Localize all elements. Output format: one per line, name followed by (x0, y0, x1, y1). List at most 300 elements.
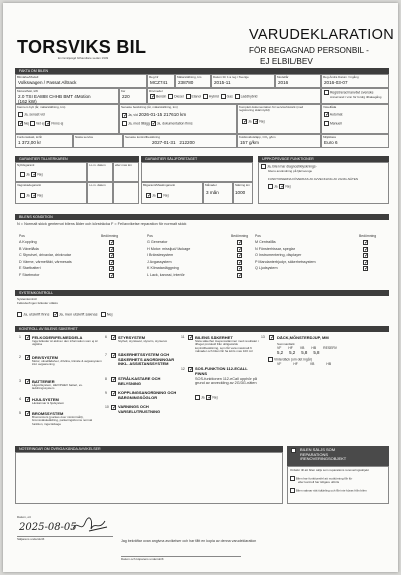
kontroll-item-12 (181, 367, 261, 393)
automat-checkbox[interactable] (324, 112, 329, 117)
system-sub: Felkoder/ingen felkoder utlästs (17, 301, 58, 305)
tyre-header: HF (288, 346, 293, 351)
registered-checkbox[interactable] (324, 90, 329, 95)
tyre-value: 5,2 (289, 350, 296, 356)
kontroll-num: 12 (181, 367, 185, 371)
kontroll-checkbox-8[interactable] (111, 377, 116, 382)
uppkop-text-1: Ja, bilen har diagnostiklysknings- (266, 164, 317, 169)
skick-col-1 (19, 240, 129, 279)
skick-pos-header-1: Pos (19, 234, 25, 238)
tyre-value: 5,8 (301, 350, 308, 356)
datum-value: 2025-08-05 (19, 522, 77, 533)
skick-item-h: H Motor: missljud/ läckage (147, 246, 191, 251)
skick-check-m[interactable] (363, 240, 368, 245)
skick-check-q[interactable] (363, 266, 368, 271)
fuel-diesel-label: Diesel (174, 94, 184, 99)
dokument-nej-checkbox[interactable] (253, 119, 258, 124)
funk-ja-checkbox[interactable] (268, 184, 273, 189)
reparation-checkbox[interactable] (291, 448, 296, 453)
skick-bed-header-1: Bedömning (101, 234, 119, 238)
besiktning-ja-checkbox[interactable] (122, 113, 127, 118)
utslapp-cell (237, 134, 321, 148)
kontroll-item-10 (105, 405, 185, 419)
vinter-header: HF (293, 362, 298, 367)
skick-item-d: D Värme, värmefläkt, värmesats (19, 259, 72, 264)
servicebok-ja-label: Ja, med tillägg (127, 121, 150, 126)
nybil-tom-label: t.o.m. datum (89, 163, 106, 167)
kontroll-checkbox-12[interactable] (188, 367, 193, 372)
tyre-values (277, 350, 389, 355)
funk-ja-label: Ja (273, 184, 278, 189)
skick-bed-header-3: Bedömning (359, 234, 377, 238)
ats-label: Reg.Ändra Datum / Ingång (323, 75, 359, 79)
system-utskrift-checkbox[interactable] (17, 312, 22, 317)
skick-check-d[interactable] (109, 260, 114, 265)
tyre-header: RESERV (323, 346, 338, 351)
skick-pos-header-2: Pos (147, 234, 153, 238)
vagn-tom-cell (87, 182, 113, 204)
kontroll-desc-3: Lågvoltsystem, HEV/PHEV batteri, ev. laddningssystem (32, 383, 83, 391)
kontroll-desc-1: Inga felkoder är aktiva i den information som ej är utgåtna (32, 339, 98, 347)
service-cell (73, 134, 123, 148)
vinter-label: Vinterdäck (om det ingår) (273, 357, 312, 362)
kamrem-finnsej-label: Finns ej (51, 121, 64, 126)
fuel-etanol-label: Etanol (191, 94, 202, 99)
system-opt1-label: Ja, utskrift finns (23, 312, 50, 317)
system-label: Systemkontroll (17, 297, 37, 301)
kontroll-item-5 (19, 411, 105, 441)
kontroll-checkbox-4[interactable] (25, 397, 30, 402)
kontroll-checkbox-3[interactable] (25, 379, 30, 384)
kamrem-ja-checkbox[interactable] (18, 112, 23, 117)
skick-item-o: O Instrumentering, displayer (255, 253, 302, 257)
manuell-label: Manuell (329, 121, 342, 126)
skatt-cell (15, 134, 73, 148)
kontroll-title-12: SOS-FUNKTION 112-ECALL FINNS (195, 366, 248, 376)
kontroll-checkbox-11[interactable] (188, 335, 193, 340)
nybil-tom-cell (87, 162, 113, 182)
fuel-gas-checkbox[interactable] (221, 94, 226, 99)
uppkop-text-2: bilens användning på fjärrsvenge (268, 169, 313, 173)
skick-row (147, 273, 257, 280)
sos-nej-label: Nej (212, 395, 218, 400)
skick-item-m: M Centrallås (255, 240, 276, 244)
tyre-value: 5,2 (277, 350, 284, 356)
skick-check-f[interactable] (109, 273, 114, 278)
registered-sub: Annat land i vinn för fordrg tilbakagång (330, 95, 382, 99)
kontroll-num: 6 (105, 335, 107, 339)
kontroll-checkbox-6[interactable] (111, 335, 116, 340)
kamrem-label: Kamrem bytt (år, mätarställning, km) (17, 105, 66, 109)
section-header-uppkop: UPPKÖPSVÄGE FUNKTIONER (258, 156, 389, 162)
sos-ja-label: Ja (200, 395, 205, 400)
kontroll-num: 2 (19, 355, 21, 359)
first-reg-label: Datum för 1:a reg i Sverige (213, 75, 249, 79)
model-cell (15, 74, 147, 88)
skick-check-p[interactable] (363, 260, 368, 265)
fuel-hybrid-label: Hybrid (208, 94, 219, 99)
document-title: VARUDEKLARATION (249, 27, 394, 43)
first-reg-value: 2015-11 (214, 80, 231, 86)
skick-item-f: F Startmotor (19, 272, 40, 277)
vagn-ja-checkbox[interactable] (20, 193, 25, 198)
kontroll-title-1: FELKODER/FELMEDDELA (32, 335, 83, 340)
skick-item-q: Q Ljudsystem (255, 266, 278, 270)
kw-label: Kw (121, 89, 126, 93)
system-opt3-label: Nej (106, 312, 113, 317)
kontroll-checkbox-7[interactable] (111, 353, 116, 358)
kontroll-title-2: DRIVSYSTEM (32, 355, 59, 360)
reparation-title-3: /RENOVERINGSOBJEKT (300, 456, 347, 462)
kontroll-num: 3 (19, 379, 21, 383)
kontroll-title-6: STYRSYSTEM (118, 335, 146, 340)
besiktning-next-date: 2027-01-31 (152, 140, 176, 146)
vagn-nej-checkbox[interactable] (31, 193, 36, 198)
kontroll-title-3: BATTERIER (32, 379, 55, 384)
kontroll-item-2 (19, 355, 105, 379)
reparation-title-2: REPARATIONS (300, 451, 329, 457)
kund-sub: eller kontroll har tidigare utförts (298, 480, 340, 485)
vinter-checkbox[interactable] (268, 357, 273, 362)
kontroll-checkbox-1[interactable] (25, 335, 30, 340)
kontroll-item-7 (105, 353, 185, 377)
kontroll-title-8: STRÅLKASTARE OCH BELYSNING (118, 376, 161, 386)
kontroll-item-8 (105, 377, 185, 391)
odometer-cell (175, 74, 211, 88)
fuel-hybrid-checkbox[interactable] (203, 94, 208, 99)
odometer-label: Mätarställning, km (177, 75, 202, 79)
system-saknas-checkbox[interactable] (53, 312, 58, 317)
skick-bed-header-2: Bedömning (231, 234, 249, 238)
dokument-ja-label: Ja (247, 119, 252, 124)
besiktning-next-label: Senaste kontrollbesiktning (125, 135, 161, 139)
model-year-label: Modellår (277, 75, 289, 79)
engine-cell (15, 88, 119, 104)
sos-ja-checkbox[interactable] (195, 395, 200, 400)
fuel-laddhybrid-checkbox[interactable] (235, 94, 240, 99)
reparation-header (287, 446, 389, 466)
sommardack-label: Sommardäck (277, 342, 295, 346)
nybilsgaranti-label: Nybilsgaranti (17, 163, 35, 167)
tyre-value: 5,8 (313, 350, 320, 356)
skick-item-g: G Generator (147, 240, 168, 244)
ats-cell (321, 74, 389, 88)
vinter-headers (277, 362, 389, 366)
kontroll-item-11 (181, 335, 261, 367)
skick-check-h[interactable] (237, 247, 242, 252)
sos-options (195, 395, 261, 400)
fuel-diesel-checkbox[interactable] (168, 94, 173, 99)
kontroll-title-10: VARNINGS OCH VARSELUTRUSTNING (118, 404, 161, 414)
skick-check-o[interactable] (363, 253, 368, 258)
salj-man-label: Månader (205, 183, 217, 187)
kontroll-num: 13 (261, 335, 265, 339)
salj-garanti-cell (141, 182, 203, 204)
salj-km-value: 1000 (235, 190, 246, 196)
vagn-km-cell (113, 182, 139, 204)
kamrem-cell (15, 104, 119, 134)
dokument-cell (237, 104, 321, 134)
kontroll-item-4 (19, 397, 105, 411)
salj-man-value: 3 mån (206, 190, 219, 196)
vaxellada-cell (321, 104, 389, 134)
kontroll-checkbox-9[interactable] (111, 391, 116, 396)
odometer-value: 238780 (178, 80, 194, 86)
skick-pos-header-3: Pos (255, 234, 261, 238)
fuel-laddhybrid-label: Laddhybrid (240, 94, 258, 99)
seller-signature (71, 515, 109, 535)
kontroll-item-3 (19, 379, 105, 397)
kontroll-col-2 (105, 335, 185, 419)
kontroll-checkbox-5[interactable] (25, 411, 30, 416)
document-page (3, 3, 398, 572)
skick-check-j[interactable] (237, 260, 242, 265)
kontroll-col-1 (19, 335, 105, 441)
kontroll-title-9: KOPPLINGSANORDNING OCH BÄRGNINGSÖGLOR (118, 390, 177, 400)
service-label: Nästa service (75, 135, 94, 139)
kontroll-title-13: DÄCK,MÖNSTERDJUP, MM (277, 335, 329, 340)
skick-legend: N = Normalt skick gentemot bilens ålder och körsträcka F = Fel/avvikelse reparation för normalt skick (17, 222, 187, 226)
kamrem-vetej-checkbox[interactable] (30, 121, 35, 126)
skick-item-p: P Mandanterbjudyr, säkerhetssystem (255, 259, 316, 264)
kontroll-item-1 (19, 335, 105, 355)
uppkop-cell (258, 162, 389, 204)
kontroll-num: 8 (105, 377, 107, 381)
kontroll-checkbox-10[interactable] (111, 405, 116, 410)
registered-text: Registrerad i/anvävt svenske (329, 90, 374, 95)
nybil-km-cell (113, 162, 139, 182)
regnr-value: MCZ741 (150, 80, 168, 86)
kamrem-nej-checkbox[interactable] (18, 121, 23, 126)
buyer-sign-label: Datum och köparens underskrift (121, 557, 164, 561)
kund-checkbox[interactable] (290, 476, 295, 481)
fuel-label: Drivmedel (149, 89, 163, 93)
system-opt2-label: Ja, men utskrift saknas (58, 312, 98, 317)
sos-nej-checkbox[interactable] (206, 395, 211, 400)
besiktning-cell (119, 104, 237, 134)
nybil-km-label: eller max km (115, 163, 133, 167)
not-checkbox[interactable] (290, 488, 295, 493)
skick-check-g[interactable] (237, 240, 242, 245)
skick-item-b: B Växellåda (19, 246, 39, 251)
section-header-system: SYSTEMKONTROLL (15, 290, 389, 296)
section-header-skick: BILENS KONDITION (15, 214, 389, 220)
skick-item-a: A Koppling (19, 240, 37, 244)
model-year-cell (275, 74, 321, 88)
skick-row (19, 273, 129, 280)
system-options (17, 312, 112, 317)
funk-nej-checkbox[interactable] (279, 184, 284, 189)
kontroll-desc-12: SOS-funktionen 112-eCall upphör på grund av avveckling av 2G/3G-näten (195, 377, 257, 386)
vagn-tom-label: t.o.m. datum (89, 183, 106, 187)
fuel-etanol-checkbox[interactable] (186, 94, 191, 99)
kontroll-checkbox-2[interactable] (25, 355, 30, 360)
skick-item-c: C Styrutvel, drivaxlar, drivknutar (19, 253, 72, 257)
besiktning-label: Senaste besiktning (år, mätarställning, km) (121, 105, 178, 109)
skick-item-l: L Lack, karossi, interiör (147, 272, 185, 277)
salj-garanti-label: Bilgaranti/Maskingaranti (143, 183, 176, 187)
kamrem-ja-label: Ja, senast vid (23, 112, 45, 117)
miljoklass-label: Miljöklass (323, 135, 337, 139)
servicebok-doc-checkbox[interactable] (151, 121, 156, 126)
brand-logo: TORSVIKS BIL (17, 37, 147, 57)
system-nej-checkbox[interactable] (101, 312, 106, 317)
kontroll-num: 9 (105, 391, 107, 395)
kontroll-num: 7 (105, 353, 107, 357)
kamrem-vetej-label: Vet ej (35, 121, 45, 126)
utslapp-label: Koldioxidutsläpp, CO₂ g/km (239, 135, 276, 139)
vinter-header: HB (326, 362, 332, 367)
kontroll-title-4: HJULSYSTEM (32, 397, 59, 402)
dokument-ja-checkbox[interactable] (242, 119, 247, 124)
tyre-header: VF (277, 346, 282, 351)
nybil-ja-label: Ja (25, 172, 30, 177)
registered-cell (321, 88, 389, 104)
skick-check-b[interactable] (109, 247, 114, 252)
fuel-bensin-label: Bensin (155, 94, 167, 99)
nybilsgaranti-cell (15, 162, 87, 182)
regnr-label: Reg.Nr (149, 75, 159, 79)
kw-cell (119, 88, 147, 104)
skick-col-2 (147, 240, 257, 279)
besiktning-ja-label: Ja, vid (127, 113, 138, 118)
salj-nej-checkbox[interactable] (157, 193, 162, 198)
manuell-checkbox[interactable] (324, 121, 329, 126)
kontroll-desc-6: Styrled, styrstavel, styrarm, styrservo (118, 339, 168, 343)
reparation-title-1: BILEN SÄLJS SOM (300, 447, 336, 452)
kontroll-num: 10 (105, 405, 109, 409)
model-label: Bilmärke/Modell (17, 75, 39, 79)
salj-km-cell (233, 182, 253, 204)
datum-handwritten[interactable] (19, 522, 77, 533)
engine-value-2: (162 kW) (18, 99, 37, 105)
vagn-ja-label: Ja (25, 193, 30, 198)
kontroll-item-6 (105, 335, 185, 353)
section-header-garanti: GARANTIER TILLVERKAREN (15, 156, 139, 162)
vagnskada-cell (15, 182, 87, 204)
tyre-header: VB (299, 346, 305, 351)
vaxellada-label: Växellåda (323, 105, 337, 109)
kamrem-finnsej-checkbox[interactable] (45, 121, 50, 126)
skatt-label: Fordonsskatt, kr/år (17, 135, 43, 139)
miljoklass-cell (321, 134, 389, 148)
skick-col-3 (255, 240, 385, 273)
vagn-nej-label: Nej (37, 193, 43, 198)
dokument-label: Komplett dokumentation för servicehistorik (med registrering skärmtydd) (239, 105, 304, 113)
kontroll-title-7: SÄKERHETSSYSTEM OCH SÄKERHETS ANORDNINGAR INKL. ASSISTANSSYSTEM (118, 352, 175, 367)
vinter-header: VB (309, 362, 315, 367)
fuel-gas-label: Gas (226, 94, 233, 99)
engine-label: Motoreffekt, kW (17, 89, 38, 93)
model-value: Volkswagen / Passat Alltrack (18, 80, 77, 86)
ats-value: 2016-03-07 (324, 80, 348, 86)
skick-item-e: E Startbatteri (19, 266, 41, 270)
uppkop-checkbox[interactable] (261, 164, 266, 169)
kontroll-num: 1 (19, 335, 21, 339)
dokument-nej-label: Nej (259, 119, 265, 124)
skick-check-n[interactable] (363, 247, 368, 252)
kontroll-item-9 (105, 391, 185, 405)
kontroll-desc-11: Sista säkerhet överensstämmer med resultatet i tilfoget protokoll från obligatorisk kontrollbesiktning, som får vara maximalt 6 månader och bilen får ha körts max 100 mil (195, 339, 259, 354)
engine-value-1: 2.0 TSI EA888 CHHB BMT 4Motion (18, 94, 91, 100)
datum-label: Datum, ort (17, 515, 32, 519)
fuel-bensin-checkbox[interactable] (150, 94, 155, 99)
nybil-nej-checkbox[interactable] (31, 172, 36, 177)
buyer-text: Jag bekräftar ovan angivna avvikelser och har fått en kopia av denna varudeklaration (121, 539, 257, 543)
kontroll-col-4 (261, 335, 389, 366)
kamrem-nej-label: Nej (23, 121, 30, 126)
besiktning-next-cell (123, 134, 237, 148)
section-header-salj-garanti: GARANTIER SÄLJFÖRETAGET (141, 156, 253, 162)
kontroll-num: 11 (181, 335, 185, 339)
salj-km-label: Säkring km (235, 183, 251, 187)
fuel-cell (147, 88, 321, 104)
noteringar-box (15, 452, 283, 504)
automat-label: Automat (329, 112, 343, 117)
kontroll-desc-5: Bromsrotors (puckes över minimimått), bromsvätskeåldring, parkeringsbroms normal funktion, inga läckage (32, 415, 93, 426)
skick-check-c[interactable] (109, 253, 114, 258)
kontroll-desc-4: Länkarmar & hjulsystem (32, 401, 65, 405)
funk-nej-label: Nej (285, 184, 291, 189)
skatt-value: 1 372,00 kr (18, 140, 41, 146)
kontroll-title-5: BROMSSYSTEM (32, 411, 64, 416)
nybil-ja-checkbox[interactable] (20, 172, 25, 177)
kontroll-num: 4 (19, 397, 21, 401)
kontroll-title-11: BILENS SÄKERHET (195, 335, 233, 340)
reparation-text: Ordafor till att bilen säljs som reparations renoveringsobjekt (290, 468, 369, 472)
section-header-fakta: FAKTA OM BILEN (15, 68, 389, 74)
kontroll-num: 5 (19, 411, 21, 415)
skick-item-n: N Fönsterhissar, speglar (255, 246, 295, 251)
skick-check-e[interactable] (109, 266, 114, 271)
first-reg-cell (211, 74, 275, 88)
servicebok-doc-label: Ja, dokumentation finns (156, 121, 193, 126)
skick-check-k[interactable] (237, 266, 242, 271)
salj-top-cell (141, 162, 253, 182)
tyre-header: HB (311, 346, 317, 351)
salj-ja-checkbox[interactable] (146, 193, 151, 198)
salj-nej-label: Nej (163, 193, 169, 198)
skick-item-k: K Klimatanläggning (147, 266, 179, 270)
skick-check-a[interactable] (109, 240, 114, 245)
nybil-nej-label: Nej (37, 172, 43, 177)
section-header-noteringar: NOTERINGAR OM ÖVRIGA KÄNDA AVVIKELSER (15, 446, 283, 452)
document-subtitle-1: FÖR BEGAGNAD PERSONBIL - (249, 46, 369, 55)
besiktning-next-km: 212200 (179, 140, 195, 146)
document-subtitle-2: EJ ELBIL/BEV (260, 57, 313, 66)
funk-label: FUNKTIONERNA FÖVERKAS AV AVVECKLING AV 2G/3G-NÄTEN (268, 177, 359, 182)
besiktning-value: 2026-01-15 217610 km (138, 112, 187, 118)
kontroll-col-3 (181, 335, 261, 400)
skick-check-i[interactable] (237, 253, 242, 258)
section-header-kontroll: KONTROLL AV BILENS SÄKERHET (15, 326, 389, 332)
regnr-cell (147, 74, 175, 88)
kontroll-item-13 (261, 335, 389, 343)
reparation-box (287, 466, 389, 504)
miljoklass-value: Euro 6 (324, 140, 338, 146)
skick-check-l[interactable] (237, 273, 242, 278)
skick-item-j: J Avgassystem (147, 259, 172, 264)
utslapp-value: 157 g/km (240, 140, 259, 146)
kw-value: 220 (122, 94, 130, 100)
kontroll-desc-2: Motor, växellåda/ver, drivlina, tränsle & avgassystem inkl. avgasrening (32, 359, 102, 367)
not-text: Bilen saknar rätt tidtärling och får inte köras från bilen (295, 488, 367, 493)
kontroll-checkbox-13[interactable] (269, 335, 274, 340)
brand-tagline: En familjeägd bilhandlare sedan 1949 (58, 56, 109, 60)
skick-row (255, 266, 385, 273)
servicebok-ja-checkbox[interactable] (122, 121, 127, 126)
skick-item-i: I Bränslesystem (147, 253, 174, 257)
